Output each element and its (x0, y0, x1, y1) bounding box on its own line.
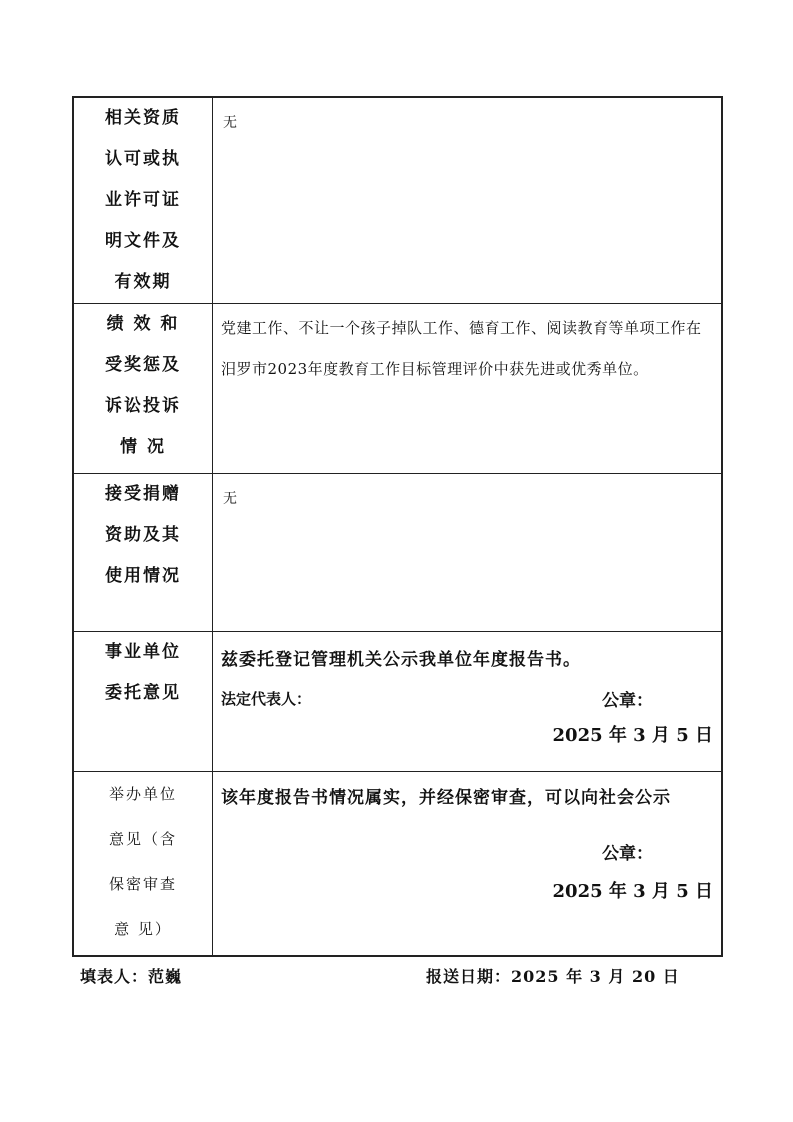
label-performance (73, 304, 213, 474)
label-donations (73, 474, 213, 632)
label-line: 绩 效 和 (106, 314, 180, 334)
legal-rep-label: 法定代表人： (221, 689, 312, 708)
label-sponsor (73, 772, 213, 956)
label-entrust (73, 632, 213, 772)
sponsor-date: 2025 年 3 月 5 日 (552, 881, 713, 902)
donations-text: 无 (223, 491, 237, 507)
row-performance (73, 304, 722, 474)
label-line: 业许可证 (105, 190, 181, 210)
content-performance (213, 304, 723, 474)
performance-text: 党建工作、不让一个孩子掉队工作、德育工作、阅读教育等单项工作在汨罗市2023年度教育工作目标管理评价中获先进或优秀单位。 (221, 319, 702, 378)
row-sponsor (73, 772, 722, 956)
content-qualifications (213, 97, 723, 304)
content-donations (213, 474, 723, 632)
label-line: 事业单位 (105, 642, 181, 662)
label-line: 资助及其 (105, 525, 181, 545)
label-line: 相关资质 (105, 108, 181, 128)
qualifications-text: 无 (223, 115, 237, 131)
entrust-statement: 兹委托登记管理机关公示我单位年度报告书。 (221, 650, 581, 670)
report-date: 报送日期：2025 年 3 月 20 日 (426, 967, 680, 986)
row-entrust (73, 632, 722, 772)
seal-label: 公章： (602, 690, 653, 711)
label-line: 委托意见 (105, 683, 181, 703)
filler-name: 填表人：范巍 (80, 967, 183, 986)
content-entrust (213, 632, 723, 772)
label-line: 使用情况 (105, 566, 181, 586)
content-sponsor (213, 772, 723, 956)
label-line: 保密审查 (108, 875, 177, 893)
label-qualifications (73, 97, 213, 304)
label-line: 诉讼投诉 (105, 396, 181, 416)
label-line: 接受捐赠 (105, 484, 181, 504)
label-line: 明文件及 (105, 231, 181, 251)
sponsor-seal-label: 公章： (602, 844, 653, 864)
sponsor-statement: 该年度报告书情况属实，并经保密审查，可以向社会公示 (221, 788, 671, 808)
row-qualifications (73, 97, 722, 304)
label-line: 受奖惩及 (105, 355, 181, 375)
row-donations (73, 474, 722, 632)
label-line: 意 见） (114, 920, 172, 938)
label-line: 意见（含 (108, 830, 177, 848)
label-line: 有效期 (114, 272, 172, 292)
label-line: 举办单位 (108, 785, 177, 803)
entrust-date: 2025 年 3 月 5 日 (552, 725, 713, 746)
label-line: 情 况 (120, 437, 166, 457)
annual-report-table (72, 96, 723, 957)
label-line: 认可或执 (105, 149, 181, 169)
